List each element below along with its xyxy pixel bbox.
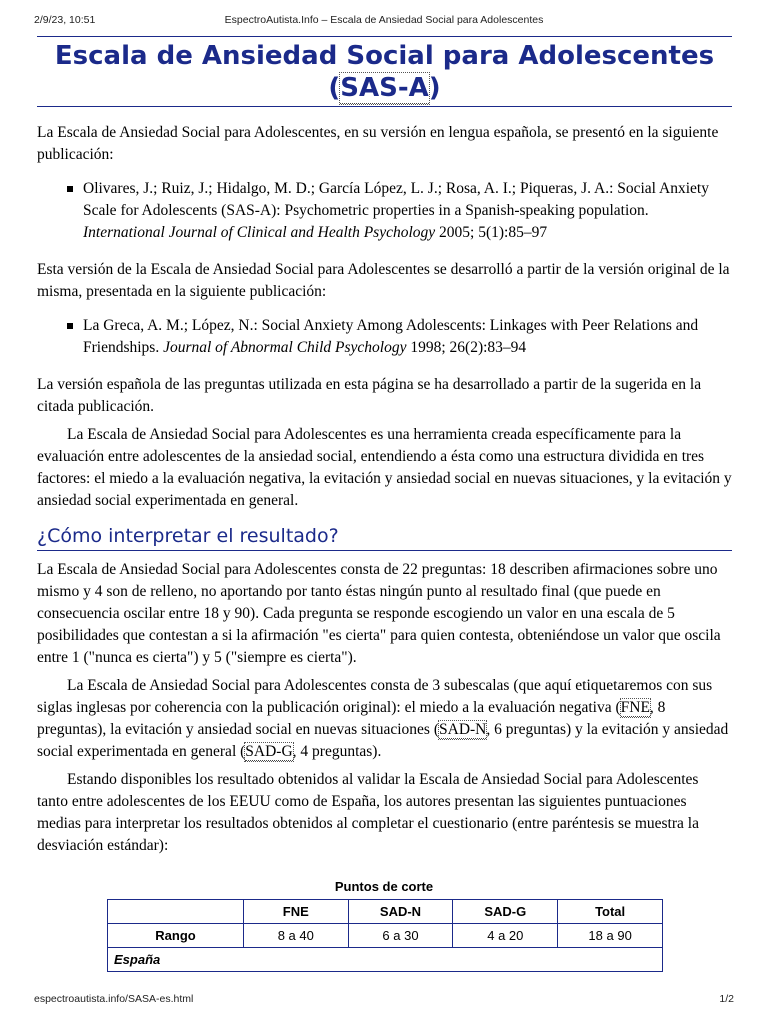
paragraph-scores: Estando disponibles los resultado obtenidos al validar la Escala de Ansiedad Social para Adolescentes tanto entre adolescentes de los EEUU como de España, los autores presentan las siguientes puntuaciones medias para interpretar los resultados obtenidos al completar el cuestionario (entre paréntesis se muestra la desviación estándar): bbox=[37, 771, 699, 854]
reference-list-1 bbox=[37, 178, 732, 244]
reference-list-2 bbox=[37, 315, 732, 359]
print-url: espectroautista.info/SASA-es.html bbox=[34, 993, 194, 1005]
article bbox=[37, 36, 732, 972]
reference-item: Olivares, J.; Ruiz, J.; Hidalgo, M. D.; García López, L. J.; Rosa, A. I.; Piqueras, J. A.: Social Anxiety Scale for Adolescents (SAS-A): Psychometric properties in a Spanish-speaking population. International Journal of Clinical and Health Psychology 2005; 5(1):85–97 bbox=[83, 178, 732, 244]
paragraph-origin: Esta versión de la Escala de Ansiedad Social para Adolescentes se desarrolló a partir de la versión original de la misma, presentada en la siguiente publicación: bbox=[37, 261, 730, 300]
table-section-label: España bbox=[108, 948, 663, 972]
table-header-cell: FNE bbox=[243, 900, 348, 924]
print-footer bbox=[0, 993, 768, 1009]
paragraph-spanish-version: La versión española de las preguntas utilizada en esta página se ha desarrollado a partir de la sugerida en la citada publicación. bbox=[37, 376, 702, 415]
table-header-row bbox=[108, 900, 663, 924]
print-header bbox=[0, 14, 768, 30]
reference-item: La Greca, A. M.; López, N.: Social Anxiety Among Adolescents: Linkages with Peer Relations and Friendships. Journal of Abnormal Child Psychology 1998; 26(2):83–94 bbox=[83, 315, 732, 359]
paragraph-description: La Escala de Ansiedad Social para Adolescentes es una herramienta creada específicamente para la evaluación entre adolescentes de la ansiedad social, entendiendo a ésta como una estructura dividida en tres factores: el miedo a la evaluación negativa, la evitación y ansiedad social en nuevas situaciones, y la evitación y ansiedad social experimentada en general. bbox=[37, 426, 732, 509]
print-date: 2/9/23, 10:51 bbox=[34, 14, 96, 26]
table-header-cell: SAD-N bbox=[348, 900, 453, 924]
bullet-icon bbox=[67, 323, 73, 329]
page-title: Escala de Ansiedad Social para Adolescentes (SAS-A) bbox=[37, 36, 732, 107]
abbr-sad-n[interactable]: SAD-N bbox=[439, 721, 487, 738]
title-abbreviation[interactable]: SAS-A bbox=[340, 73, 429, 103]
table-cell: 18 a 90 bbox=[558, 924, 663, 948]
abbr-fne[interactable]: FNE bbox=[620, 699, 650, 716]
paragraph-questions: La Escala de Ansiedad Social para Adolescentes consta de 22 preguntas: 18 describen afirmaciones sobre uno mismo y 4 son de relleno, no aportando por tanto éstas ningún punto al resultado final (que puede en consecuencia oscilar entre 18 y 90). Cada pregunta se responde escogiendo un valor en una escala de 5 posibilidades que contestan a si la afirmación "es cierta" para quien contesta, obteniéndose un valor que oscila entre 1 ("nunca es cierta") y 5 ("siempre es cierta"). bbox=[37, 561, 721, 666]
page-number: 1/2 bbox=[719, 993, 734, 1005]
paragraph-subscales: La Escala de Ansiedad Social para Adolescentes consta de 3 subescalas (que aquí etiquetaremos con sus siglas inglesas por coherencia con la publicación original): el miedo a la evaluación negativa (FNE, 8 preguntas), la evitación y ansiedad social en nuevas situaciones (SAD-N, 6 preguntas) y la evitación y ansiedad social experimentada en general (SAD-G, 4 preguntas). bbox=[37, 677, 729, 760]
table-cell: 8 a 40 bbox=[243, 924, 348, 948]
table-section-row bbox=[108, 948, 663, 972]
table-row bbox=[108, 924, 663, 948]
bullet-icon bbox=[67, 186, 73, 192]
table-caption: Puntos de corte bbox=[334, 879, 434, 894]
table-row-label: Rango bbox=[108, 924, 244, 948]
section-heading-interpretation: ¿Cómo interpretar el resultado? bbox=[37, 523, 732, 551]
table-header-cell: Total bbox=[558, 900, 663, 924]
table-header-cell bbox=[108, 900, 244, 924]
journal-name: International Journal of Clinical and Health Psychology bbox=[83, 224, 436, 241]
intro-paragraph: La Escala de Ansiedad Social para Adolescentes, en su versión en lengua española, se presentó en la siguiente publicación: bbox=[37, 124, 719, 163]
table-cell: 6 a 30 bbox=[348, 924, 453, 948]
abbr-sad-g[interactable]: SAD-G bbox=[245, 743, 293, 760]
print-page-title: EspectroAutista.Info – Escala de Ansiedad Social para Adolescentes bbox=[224, 14, 544, 26]
table-header-cell: SAD-G bbox=[453, 900, 558, 924]
table-cell: 4 a 20 bbox=[453, 924, 558, 948]
journal-name: Journal of Abnormal Child Psychology bbox=[163, 339, 407, 356]
cutoff-table bbox=[107, 899, 663, 972]
